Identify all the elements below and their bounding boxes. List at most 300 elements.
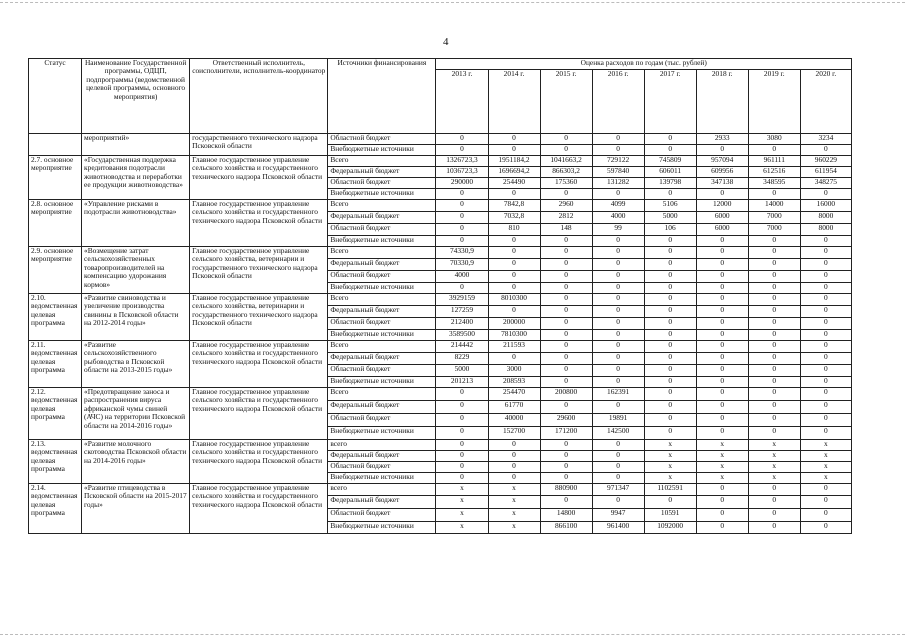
year-value-cell: x <box>748 473 800 484</box>
year-value-cell: 0 <box>748 318 800 330</box>
year-value-cell: 2960 <box>540 200 592 212</box>
header-source: Источники финансирования <box>328 59 436 134</box>
year-value-cell: 0 <box>540 401 592 414</box>
year-value-cell: 142500 <box>592 427 644 440</box>
table-row <box>29 156 852 167</box>
year-value-cell: 0 <box>748 236 800 247</box>
year-value-cell: 1092000 <box>644 522 696 534</box>
year-value-cell: 348595 <box>748 178 800 189</box>
year-value-cell: 0 <box>644 283 696 294</box>
scan-top-rule <box>0 2 905 3</box>
year-value-cell: 3589500 <box>436 330 488 341</box>
year-value-cell: 0 <box>436 414 488 427</box>
year-value-cell: 0 <box>436 451 488 462</box>
year-value-cell: 0 <box>748 522 800 534</box>
row-program-name: «Развитие птицеводства в Псковской области на 2015-2017 годы» <box>82 484 190 534</box>
year-value-cell: 961111 <box>748 156 800 167</box>
year-value-cell: 1036723,3 <box>436 167 488 178</box>
year-value-cell: x <box>696 451 748 462</box>
year-value-cell: 0 <box>696 388 748 401</box>
year-value-cell: 290000 <box>436 178 488 189</box>
year-value-cell: 0 <box>644 388 696 401</box>
year-value-cell: 0 <box>644 306 696 318</box>
year-value-cell: 0 <box>748 496 800 509</box>
year-value-cell: 0 <box>436 224 488 236</box>
year-value-cell: 866100 <box>540 522 592 534</box>
year-value-cell: x <box>800 440 851 451</box>
year-value-cell: 0 <box>748 427 800 440</box>
row-status: 2.11. ведомственная целевая программа <box>29 341 82 388</box>
header-year: 2014 г. <box>488 70 540 134</box>
year-value-cell: 0 <box>488 462 540 473</box>
year-value-cell: 0 <box>540 189 592 200</box>
year-value-cell: 0 <box>592 247 644 259</box>
year-value-cell: x <box>488 496 540 509</box>
year-value-cell: 0 <box>592 236 644 247</box>
year-value-cell: 612516 <box>748 167 800 178</box>
row-status: 2.8. основное мероприятие <box>29 200 82 247</box>
year-value-cell: 12000 <box>696 200 748 212</box>
year-value-cell: x <box>488 509 540 522</box>
year-value-cell: x <box>436 484 488 496</box>
year-value-cell: 0 <box>436 236 488 247</box>
year-value-cell: 0 <box>592 365 644 377</box>
funding-source: Внебюджетные источники <box>328 236 436 247</box>
year-value-cell: 0 <box>644 377 696 388</box>
year-value-cell: x <box>696 473 748 484</box>
year-value-cell: x <box>748 451 800 462</box>
funding-source: Внебюджетные источники <box>328 189 436 200</box>
year-value-cell: 0 <box>800 271 851 283</box>
year-value-cell: 0 <box>436 401 488 414</box>
year-value-cell: 0 <box>748 414 800 427</box>
year-value-cell: 0 <box>592 353 644 365</box>
year-value-cell: 19891 <box>592 414 644 427</box>
year-value-cell: 609956 <box>696 167 748 178</box>
year-value-cell: 348275 <box>800 178 851 189</box>
row-executor: Главное государственное управление сельского хозяйства и государственного технического надзора Псковской области <box>190 341 328 388</box>
row-executor: Главное государственное управление сельского хозяйства и государственного технического надзора Псковской области <box>190 156 328 200</box>
row-program-name: «Развитие молочного скотоводства Псковской области на 2014-2016 годы» <box>82 440 190 484</box>
header-year: 2018 г. <box>696 70 748 134</box>
funding-source: Внебюджетные источники <box>328 145 436 156</box>
row-executor: Главное государственное управление сельского хозяйства, ветеринарии и государственного технического надзора Псковской области <box>190 294 328 341</box>
year-value-cell: 0 <box>540 462 592 473</box>
year-value-cell: 0 <box>696 365 748 377</box>
year-value-cell: 0 <box>696 259 748 271</box>
year-value-cell: x <box>644 440 696 451</box>
row-status: 2.14. ведомственная целевая программа <box>29 484 82 534</box>
funding-source: Федеральный бюджет <box>328 212 436 224</box>
row-executor: Главное государственное управление сельского хозяйства и государственного технического надзора Псковской области <box>190 440 328 484</box>
year-value-cell: 2933 <box>696 134 748 145</box>
header-executor: Ответственный исполнитель, соисполнители, исполнитель-координатор <box>190 59 328 134</box>
year-value-cell: 9947 <box>592 509 644 522</box>
year-value-cell: 0 <box>800 306 851 318</box>
year-value-cell: 0 <box>540 330 592 341</box>
year-value-cell: 0 <box>748 509 800 522</box>
year-value-cell: 212400 <box>436 318 488 330</box>
year-value-cell: 0 <box>644 259 696 271</box>
year-value-cell: 7000 <box>748 212 800 224</box>
year-value-cell: x <box>488 484 540 496</box>
row-executor: Главное государственное управление сельского хозяйства, ветеринарии и государственного технического надзора Псковской области <box>190 247 328 294</box>
year-value-cell: 0 <box>696 353 748 365</box>
year-value-cell: 0 <box>488 145 540 156</box>
year-value-cell: x <box>696 462 748 473</box>
year-value-cell: x <box>800 473 851 484</box>
year-value-cell: 0 <box>592 401 644 414</box>
year-value-cell: 0 <box>800 484 851 496</box>
year-value-cell: 0 <box>748 484 800 496</box>
year-value-cell: 0 <box>488 283 540 294</box>
year-value-cell: 0 <box>644 341 696 353</box>
year-value-cell: 0 <box>696 236 748 247</box>
year-value-cell: 0 <box>800 427 851 440</box>
year-value-cell: 0 <box>488 236 540 247</box>
funding-source: Областной бюджет <box>328 224 436 236</box>
year-value-cell: x <box>696 440 748 451</box>
year-value-cell: 0 <box>696 522 748 534</box>
table-row <box>29 440 852 451</box>
funding-source: Всего <box>328 341 436 353</box>
year-value-cell: 961400 <box>592 522 644 534</box>
year-value-cell: 0 <box>696 318 748 330</box>
year-value-cell: 10591 <box>644 509 696 522</box>
year-value-cell: 0 <box>644 353 696 365</box>
year-value-cell: 0 <box>436 134 488 145</box>
table-row <box>29 294 852 306</box>
year-value-cell: 14800 <box>540 509 592 522</box>
year-value-cell: 0 <box>488 259 540 271</box>
year-value-cell: 0 <box>540 451 592 462</box>
year-value-cell: 810 <box>488 224 540 236</box>
table-row <box>29 247 852 259</box>
year-value-cell: 597840 <box>592 167 644 178</box>
year-value-cell: 0 <box>800 318 851 330</box>
year-value-cell: 0 <box>644 318 696 330</box>
year-value-cell: 201213 <box>436 377 488 388</box>
year-value-cell: 0 <box>644 496 696 509</box>
year-value-cell: 0 <box>644 271 696 283</box>
year-value-cell: 0 <box>748 294 800 306</box>
header-year: 2016 г. <box>592 70 644 134</box>
year-value-cell: 0 <box>800 236 851 247</box>
year-value-cell: x <box>644 451 696 462</box>
scan-bottom-rule <box>0 634 905 635</box>
year-value-cell: 162391 <box>592 388 644 401</box>
funding-source: Областной бюджет <box>328 462 436 473</box>
row-program-name: «Управление рисками в подотрасли животноводства» <box>82 200 190 247</box>
year-value-cell: 16000 <box>800 200 851 212</box>
year-value-cell: 40000 <box>488 414 540 427</box>
year-value-cell: 61770 <box>488 401 540 414</box>
year-value-cell: 211593 <box>488 341 540 353</box>
year-value-cell: x <box>748 440 800 451</box>
year-value-cell: 0 <box>800 496 851 509</box>
table-row <box>29 200 852 212</box>
year-value-cell: 0 <box>436 283 488 294</box>
year-value-cell: 0 <box>696 330 748 341</box>
funding-source: Внебюджетные источники <box>328 522 436 534</box>
year-value-cell: 0 <box>748 330 800 341</box>
year-value-cell: 0 <box>592 283 644 294</box>
year-value-cell: 5000 <box>644 212 696 224</box>
year-value-cell: 74330,9 <box>436 247 488 259</box>
year-value-cell: 0 <box>540 473 592 484</box>
year-value-cell: 214442 <box>436 341 488 353</box>
year-value-cell: 0 <box>540 365 592 377</box>
year-value-cell: 0 <box>540 247 592 259</box>
year-value-cell: 611954 <box>800 167 851 178</box>
year-value-cell: x <box>748 462 800 473</box>
year-value-cell: 0 <box>488 189 540 200</box>
year-value-cell: 200800 <box>540 388 592 401</box>
table-row <box>29 134 852 145</box>
table-body <box>29 134 852 534</box>
row-status <box>29 134 82 156</box>
funding-source: Областной бюджет <box>328 134 436 145</box>
funding-source: Областной бюджет <box>328 509 436 522</box>
year-value-cell: 0 <box>592 189 644 200</box>
year-value-cell: 2812 <box>540 212 592 224</box>
row-executor: Главное государственное управление сельского хозяйства и государственного технического надзора Псковской области <box>190 388 328 440</box>
header-name: Наименование Государственной программы, ОДЦП, подпрограммы (ведомственной целевой программы, основного мероприятия) <box>82 59 190 134</box>
year-value-cell: 0 <box>800 341 851 353</box>
page-number: 4 <box>443 36 449 48</box>
table-row <box>29 341 852 353</box>
funding-source: Федеральный бюджет <box>328 496 436 509</box>
year-value-cell: 0 <box>540 145 592 156</box>
year-value-cell: 0 <box>696 283 748 294</box>
row-status: 2.9. основное мероприятие <box>29 247 82 294</box>
year-value-cell: 0 <box>644 236 696 247</box>
year-value-cell: 0 <box>748 271 800 283</box>
year-value-cell: x <box>436 496 488 509</box>
row-status: 2.12. ведомственная целевая программа <box>29 388 82 440</box>
year-value-cell: 0 <box>800 522 851 534</box>
year-value-cell: 4099 <box>592 200 644 212</box>
year-value-cell: 0 <box>800 259 851 271</box>
year-value-cell: 0 <box>488 440 540 451</box>
year-value-cell: 0 <box>696 484 748 496</box>
row-executor: государственного технического надзора Псковской области <box>190 134 328 156</box>
year-value-cell: 0 <box>488 473 540 484</box>
year-value-cell: 0 <box>592 377 644 388</box>
year-value-cell: 0 <box>436 388 488 401</box>
year-value-cell: 0 <box>800 388 851 401</box>
year-value-cell: 0 <box>436 145 488 156</box>
year-value-cell: 0 <box>696 401 748 414</box>
funding-source: Всего <box>328 388 436 401</box>
year-value-cell: x <box>644 473 696 484</box>
year-value-cell: 175360 <box>540 178 592 189</box>
year-value-cell: 0 <box>540 134 592 145</box>
year-value-cell: 70330,9 <box>436 259 488 271</box>
funding-source: Федеральный бюджет <box>328 167 436 178</box>
year-value-cell: 0 <box>748 247 800 259</box>
year-value-cell: 0 <box>488 247 540 259</box>
year-value-cell: 0 <box>644 365 696 377</box>
year-value-cell: 0 <box>436 212 488 224</box>
year-value-cell: 3000 <box>488 365 540 377</box>
year-value-cell: 0 <box>592 330 644 341</box>
funding-source: Федеральный бюджет <box>328 306 436 318</box>
year-value-cell: 0 <box>540 283 592 294</box>
year-value-cell: 8000 <box>800 212 851 224</box>
year-value-cell: 14000 <box>748 200 800 212</box>
year-value-cell: 0 <box>540 318 592 330</box>
year-value-cell: 347138 <box>696 178 748 189</box>
year-value-cell: 29600 <box>540 414 592 427</box>
funding-source: всего <box>328 440 436 451</box>
year-value-cell: 254470 <box>488 388 540 401</box>
funding-source: Всего <box>328 200 436 212</box>
year-value-cell: 3929159 <box>436 294 488 306</box>
year-value-cell: 0 <box>696 271 748 283</box>
year-value-cell: 7000 <box>748 224 800 236</box>
header-status: Статус <box>29 59 82 134</box>
year-value-cell: 0 <box>592 496 644 509</box>
year-value-cell: 0 <box>696 189 748 200</box>
year-value-cell: 171200 <box>540 427 592 440</box>
year-value-cell: 971347 <box>592 484 644 496</box>
funding-source: Внебюджетные источники <box>328 283 436 294</box>
funding-source: Всего <box>328 294 436 306</box>
year-value-cell: 0 <box>488 353 540 365</box>
year-value-cell: x <box>800 462 851 473</box>
year-value-cell: 0 <box>748 145 800 156</box>
year-value-cell: 0 <box>592 271 644 283</box>
year-value-cell: x <box>488 522 540 534</box>
row-program-name: «Развитие сельскохозяйственного рыбоводства в Псковской области на 2013-2015 годы» <box>82 341 190 388</box>
year-value-cell: 6000 <box>696 212 748 224</box>
year-value-cell: 0 <box>800 283 851 294</box>
year-value-cell: 0 <box>540 377 592 388</box>
row-program-name: мероприятий» <box>82 134 190 156</box>
year-value-cell: 0 <box>644 414 696 427</box>
year-value-cell: x <box>800 451 851 462</box>
year-value-cell: 0 <box>436 462 488 473</box>
year-value-cell: 0 <box>592 306 644 318</box>
year-value-cell: 0 <box>800 247 851 259</box>
year-value-cell: 0 <box>696 377 748 388</box>
year-value-cell: x <box>436 509 488 522</box>
year-value-cell: 106 <box>644 224 696 236</box>
year-value-cell: 0 <box>592 259 644 271</box>
year-value-cell: 139798 <box>644 178 696 189</box>
funding-source: Внебюджетные источники <box>328 473 436 484</box>
year-value-cell: 0 <box>592 462 644 473</box>
year-value-cell: 8229 <box>436 353 488 365</box>
year-value-cell: 1326723,3 <box>436 156 488 167</box>
year-value-cell: 0 <box>540 236 592 247</box>
year-value-cell: 0 <box>800 414 851 427</box>
year-value-cell: 0 <box>592 473 644 484</box>
year-value-cell: 0 <box>592 440 644 451</box>
year-value-cell: 0 <box>644 247 696 259</box>
year-value-cell: 254490 <box>488 178 540 189</box>
year-value-cell: 0 <box>488 134 540 145</box>
funding-source: Всего <box>328 247 436 259</box>
year-value-cell: 8010300 <box>488 294 540 306</box>
year-value-cell: 0 <box>800 189 851 200</box>
year-value-cell: 200000 <box>488 318 540 330</box>
funding-source: Внебюджетные источники <box>328 377 436 388</box>
row-program-name: «Развитие свиноводства и увеличение производства свинины в Псковской области на 2012-2014 годы» <box>82 294 190 341</box>
year-value-cell: 1696694,2 <box>488 167 540 178</box>
row-status: 2.10. ведомственная целевая программа <box>29 294 82 341</box>
funding-source: Федеральный бюджет <box>328 451 436 462</box>
year-value-cell: 0 <box>592 294 644 306</box>
year-value-cell: 0 <box>644 294 696 306</box>
year-value-cell: 0 <box>540 341 592 353</box>
year-value-cell: 0 <box>748 259 800 271</box>
funding-source: Областной бюджет <box>328 318 436 330</box>
year-value-cell: 0 <box>800 377 851 388</box>
year-value-cell: 0 <box>748 353 800 365</box>
funding-source: Всего <box>328 156 436 167</box>
year-value-cell: 0 <box>696 294 748 306</box>
year-value-cell: 0 <box>436 440 488 451</box>
year-value-cell: 866303,2 <box>540 167 592 178</box>
row-status: 2.7. основное мероприятие <box>29 156 82 200</box>
year-value-cell: x <box>436 522 488 534</box>
year-value-cell: 3080 <box>748 134 800 145</box>
year-value-cell: 0 <box>644 134 696 145</box>
year-value-cell: 0 <box>800 330 851 341</box>
year-value-cell: 957094 <box>696 156 748 167</box>
year-value-cell: 7810300 <box>488 330 540 341</box>
year-value-cell: 0 <box>696 247 748 259</box>
year-value-cell: 208593 <box>488 377 540 388</box>
year-value-cell: 0 <box>696 341 748 353</box>
row-status: 2.13. ведомственная целевая программа <box>29 440 82 484</box>
year-value-cell: 0 <box>644 330 696 341</box>
year-value-cell: 0 <box>540 440 592 451</box>
table-row <box>29 388 852 401</box>
year-value-cell: 880900 <box>540 484 592 496</box>
year-value-cell: 0 <box>540 259 592 271</box>
year-value-cell: 0 <box>592 134 644 145</box>
year-value-cell: 0 <box>748 341 800 353</box>
year-value-cell: 0 <box>592 341 644 353</box>
funding-source: Областной бюджет <box>328 271 436 283</box>
header-year: 2013 г. <box>436 70 488 134</box>
year-value-cell: 0 <box>800 353 851 365</box>
funding-source: Областной бюджет <box>328 178 436 189</box>
expenditure-table <box>28 58 852 534</box>
year-value-cell: 0 <box>800 509 851 522</box>
year-value-cell: 6000 <box>696 224 748 236</box>
year-value-cell: 729122 <box>592 156 644 167</box>
year-value-cell: 0 <box>800 365 851 377</box>
year-value-cell: 0 <box>592 451 644 462</box>
funding-source: Федеральный бюджет <box>328 353 436 365</box>
year-value-cell: 0 <box>592 145 644 156</box>
year-value-cell: 0 <box>644 427 696 440</box>
year-value-cell: 7842,8 <box>488 200 540 212</box>
year-value-cell: 0 <box>540 353 592 365</box>
year-value-cell: 0 <box>800 145 851 156</box>
year-value-cell: 7032,8 <box>488 212 540 224</box>
table-row <box>29 484 852 496</box>
year-value-cell: 0 <box>540 496 592 509</box>
year-value-cell: x <box>644 462 696 473</box>
year-value-cell: 0 <box>436 200 488 212</box>
row-program-name: «Предотвращение заноса и распространения вируса африканской чумы свиней (АЧС) на территории Псковской области на 2014-2016 годы» <box>82 388 190 440</box>
year-value-cell: 0 <box>540 294 592 306</box>
